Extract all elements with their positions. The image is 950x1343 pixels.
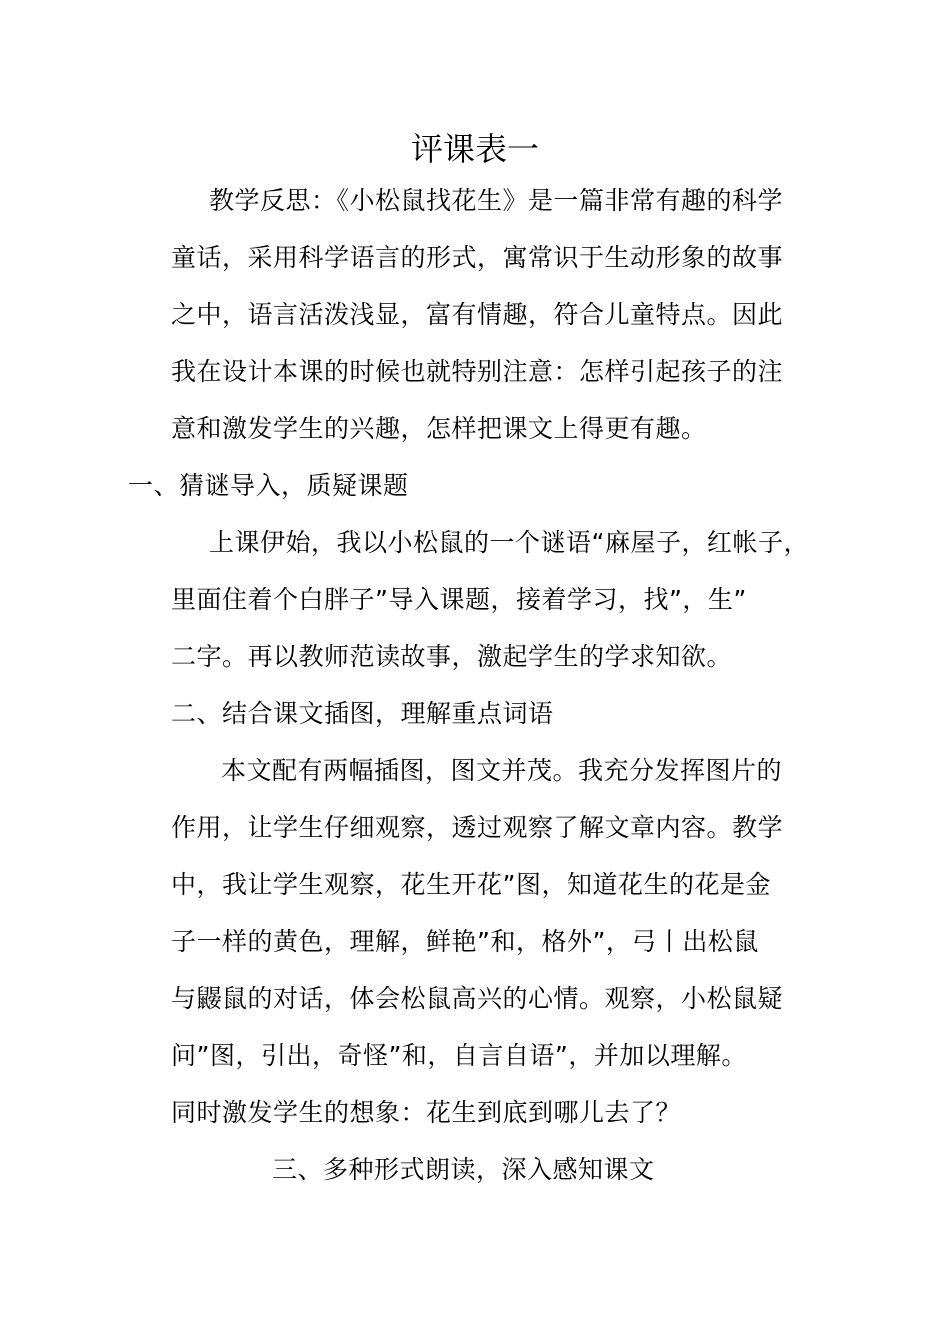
section-heading: 一、猜谜导入，质疑课题	[128, 471, 409, 500]
paragraph-line: 二字。再以教师范读故事，激起学生的学求知欲。	[171, 642, 733, 671]
paragraph-line: 教学反思：《小松鼠找花生》是一篇非常有趣的科学	[209, 186, 784, 215]
document-title: 评课表一	[410, 130, 539, 168]
paragraph-line: 同时激发学生的想象：花生到底到哪儿去了？	[171, 1098, 682, 1127]
paragraph-line: 与鼹鼠的对话，体会松鼠高兴的心情。观察，小松鼠疑	[171, 984, 784, 1013]
paragraph-line: 童话，采用科学语言的形式，寓常识于生动形象的故事	[171, 243, 784, 272]
paragraph-line: 本文配有两幅插图，图文并茂。我充分发挥图片的	[221, 756, 783, 785]
paragraph-line: 之中，语言活泼浅显，富有情趣，符合儿童特点。因此	[171, 300, 784, 329]
paragraph-line: 意和激发学生的兴趣，怎样把课文上得更有趣。	[171, 414, 707, 443]
section-heading: 三、多种形式朗读，深入感知课文	[272, 1155, 655, 1184]
paragraph-line: 中，我让学生观察，花生开花”图，知道花生的花是金	[171, 870, 771, 899]
section-heading: 二、结合课文插图，理解重点词语	[171, 699, 554, 728]
paragraph-line: 里面住着个白胖子”导入课题，接着学习，找”，生”	[171, 585, 747, 614]
paragraph-line: 上课伊始，我以小松鼠的一个谜语“麻屋子，红帐子，	[209, 528, 809, 557]
paragraph-line: 我在设计本课的时候也就特别注意：怎样引起孩子的注	[171, 357, 784, 386]
paragraph-line: 作用，让学生仔细观察，透过观察了解文章内容。教学	[171, 813, 784, 842]
paragraph-line: 子一样的黄色，理解，鲜艳”和，格外”，弓丨出松鼠	[171, 927, 759, 956]
paragraph-line: 问”图，引出，奇怪”和，自言自语”，并加以理解。	[171, 1041, 747, 1070]
